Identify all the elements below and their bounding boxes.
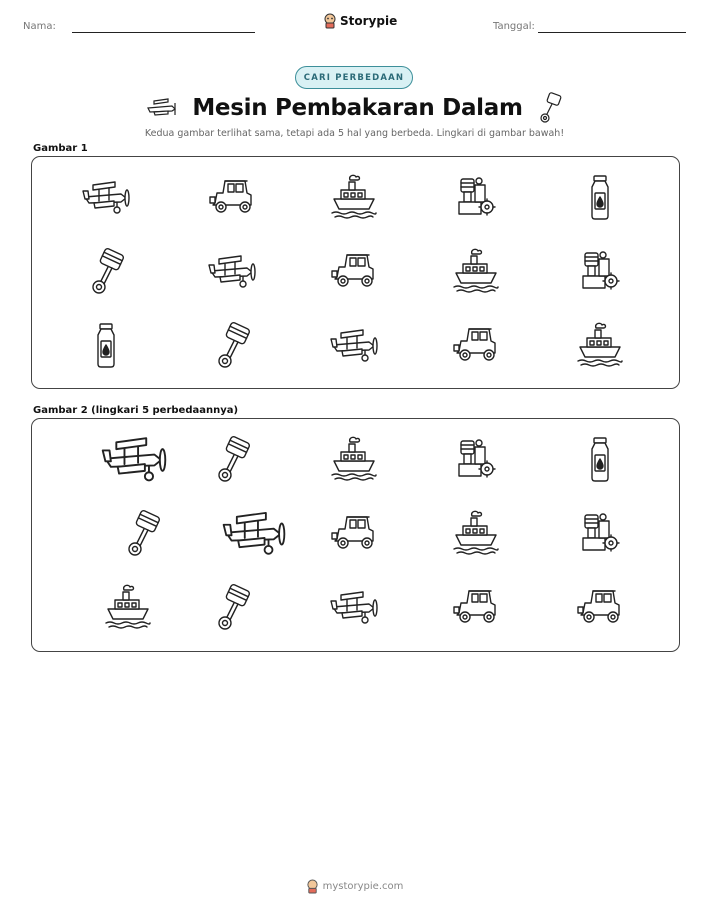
page-title: Mesin Pembakaran Dalam bbox=[192, 95, 523, 121]
piston-icon bbox=[207, 321, 257, 371]
steamboat-icon bbox=[451, 247, 501, 297]
piston-icon[interactable] bbox=[207, 583, 257, 633]
storypie-mascot-icon bbox=[323, 13, 337, 29]
vintage-car-icon bbox=[329, 247, 379, 297]
activity-badge: CARI PERBEDAAN bbox=[295, 66, 413, 89]
steamboat-icon[interactable] bbox=[103, 583, 153, 633]
airplane-icon[interactable] bbox=[221, 501, 287, 567]
storypie-mascot-icon bbox=[306, 879, 319, 894]
vintage-car-icon[interactable] bbox=[451, 583, 501, 633]
engine-icon bbox=[451, 173, 501, 223]
panel-1-label: Gambar 1 bbox=[33, 143, 88, 154]
steamboat-icon bbox=[329, 173, 379, 223]
piston-icon[interactable] bbox=[117, 509, 167, 559]
airplane-icon bbox=[146, 95, 178, 121]
piston-icon[interactable] bbox=[207, 435, 257, 485]
engine-icon[interactable] bbox=[451, 435, 501, 485]
name-label: Nama: bbox=[23, 21, 56, 32]
name-field[interactable] bbox=[72, 32, 255, 33]
vintage-car-icon bbox=[451, 321, 501, 371]
brand-logo bbox=[323, 13, 397, 29]
vintage-car-icon[interactable] bbox=[329, 509, 379, 559]
oil-bottle-icon bbox=[575, 173, 625, 223]
picture-1-panel bbox=[31, 156, 680, 389]
airplane-icon[interactable] bbox=[100, 426, 168, 494]
airplane-icon[interactable] bbox=[329, 583, 379, 633]
piston-icon bbox=[537, 92, 563, 124]
steamboat-icon[interactable] bbox=[451, 509, 501, 559]
date-field[interactable] bbox=[538, 32, 686, 33]
vintage-car-icon bbox=[207, 173, 257, 223]
steamboat-icon bbox=[575, 321, 625, 371]
date-label: Tanggal: bbox=[493, 21, 535, 32]
brand-name: Storypie bbox=[340, 14, 398, 28]
footer-url: mystorypie.com bbox=[322, 881, 404, 892]
airplane-icon bbox=[207, 247, 257, 297]
airplane-icon bbox=[81, 173, 131, 223]
oil-bottle-icon bbox=[81, 321, 131, 371]
engine-icon[interactable] bbox=[575, 509, 625, 559]
panel-2-label: Gambar 2 (lingkari 5 perbedaannya) bbox=[33, 405, 239, 416]
engine-icon bbox=[575, 247, 625, 297]
vintage-car-icon[interactable] bbox=[575, 583, 625, 633]
airplane-icon bbox=[329, 321, 379, 371]
oil-bottle-icon[interactable] bbox=[575, 435, 625, 485]
footer bbox=[0, 879, 709, 894]
picture-2-panel[interactable] bbox=[31, 418, 680, 652]
piston-icon bbox=[81, 247, 131, 297]
instructions: Kedua gambar terlihat sama, tetapi ada 5 hal yang berbeda. Lingkari di gambar bawah! bbox=[144, 128, 565, 139]
steamboat-icon[interactable] bbox=[329, 435, 379, 485]
title-row bbox=[0, 92, 709, 124]
